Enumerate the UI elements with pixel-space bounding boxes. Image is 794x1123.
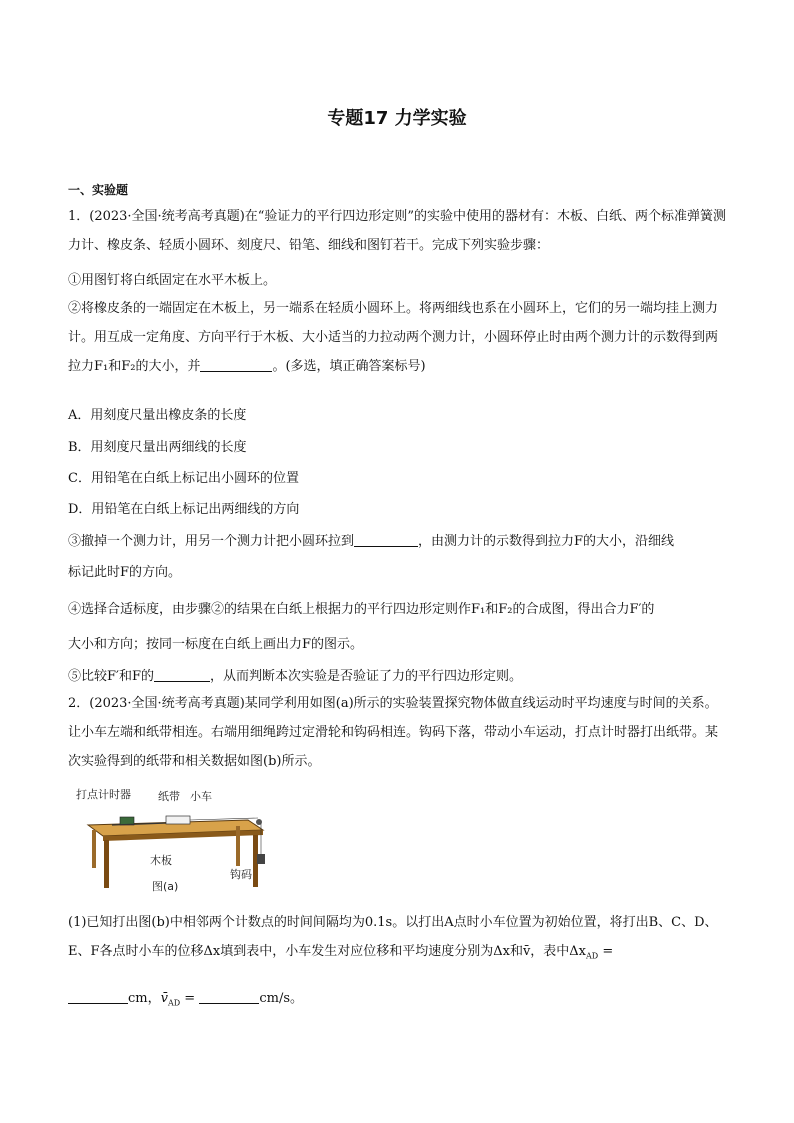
hook-weight: [257, 854, 265, 864]
table-leg: [104, 840, 109, 888]
table-leg: [236, 826, 240, 866]
q2-v-eq: =: [180, 991, 200, 1006]
q1-option-d: D．用铅笔在白纸上标记出两细线的方向: [68, 502, 300, 517]
q2-part1-text: (1)已知打出图(b)中相邻两个计数点的时间间隔均为0.1s。以打出A点时小车位置为初始位置，将打出B、C、D、E、F各点时小车的位移Δx填到表中，小车发生对应位移和平均速度分别为Δx和v̄，表中Δx: [68, 915, 718, 959]
q2-v-symbol: v̄: [160, 991, 168, 1006]
q1-step2-end: 。(多选，填正确答案标号): [272, 359, 426, 374]
q2-unit-cm: cm，: [128, 991, 161, 1006]
q2-blank-dx[interactable]: [68, 989, 128, 1004]
section-heading: 一、实验题: [68, 183, 129, 197]
q2-v-sub: AD: [167, 998, 181, 1008]
label-board: 木板: [150, 854, 172, 867]
q1-step3-text-a: ③撤掉一个测力计，用另一个测力计把小圆环拉到: [68, 534, 355, 549]
q1-step5-text-b: ，从而判断本次实验是否验证了力的平行四边形定则。: [210, 669, 523, 684]
q1-step2-text: ②将橡皮条的一端固定在木板上，另一端系在轻质小圆环上。将两细线也系在小圆环上，它们的另一端均挂上测力计。用互成一定角度、方向平行于木板、大小适当的力拉动两个测力计，小圆环停止时由两个测力计的示数得到两拉力F₁和F₂的大小，并: [68, 301, 719, 374]
q1-step2: [68, 294, 728, 381]
q1-intro: 1．(2023·全国·统考高考真题)在“验证力的平行四边形定则”的实验中使用的器材有：木板、白纸、两个标准弹簧测力计、橡皮条、轻质小圆环、刻度尺、铅笔、细线和图钉若干。完成下列实验步骤：: [68, 209, 727, 253]
q2-part1-sub: AD: [586, 951, 599, 961]
cart: [166, 816, 190, 824]
figure-caption: 图(a): [152, 880, 179, 893]
label-timer: 打点计时器: [76, 788, 131, 801]
label-weight: 钩码: [230, 868, 252, 881]
q1-step3-line2: 标记此时F的方向。: [68, 565, 182, 580]
q1-blank-2[interactable]: [354, 532, 418, 547]
q1-blank-3[interactable]: [154, 667, 210, 682]
q2-answer-line: [68, 987, 303, 1008]
q2-blank-v[interactable]: [199, 989, 259, 1004]
label-cart: 小车: [190, 790, 212, 803]
q2-unit-cms: cm/s。: [259, 991, 304, 1006]
q1-step4-line1: ④选择合适标度，由步骤②的结果在白纸上根据力的平行四边形定则作F₁和F₂的合成图，得出合力F′的: [68, 602, 655, 617]
q1-option-a: A．用刻度尺量出橡皮条的长度: [68, 408, 247, 423]
q2-part1: [68, 908, 728, 971]
q2-part1-eq: =: [598, 944, 614, 959]
q1-step5-text-a: ⑤比较F′和F的: [68, 669, 154, 684]
page-title: 专题17 力学实验: [327, 108, 467, 129]
table-leg: [92, 830, 96, 868]
q1-step5: [68, 665, 522, 684]
label-tape: 纸带: [158, 790, 180, 803]
experiment-figure: [68, 780, 268, 900]
q1-option-c: C．用铅笔在白纸上标记出小圆环的位置: [68, 471, 299, 486]
q1-option-b: B．用刻度尺量出两细线的长度: [68, 440, 247, 455]
q2-intro: 2．(2023·全国·统考高考真题)某同学利用如图(a)所示的实验装置探究物体做直线运动时平均速度与时间的关系。让小车左端和纸带相连。右端用细绳跨过定滑轮和钩码相连。钩码下落，带动小车运动，打点计时器打出纸带。某次实验得到的纸带和相关数据如图(b)所示。: [68, 696, 719, 769]
q1-step3-line1: [68, 530, 674, 549]
q1-step4-line2: 大小和方向；按同一标度在白纸上画出力F的图示。: [68, 637, 364, 652]
q1-step1: ①用图钉将白纸固定在水平木板上。: [68, 273, 277, 288]
q1-step3-text-b: ，由测力计的示数得到拉力F的大小，沿细线: [418, 534, 675, 549]
q1-blank-1[interactable]: [200, 357, 272, 372]
